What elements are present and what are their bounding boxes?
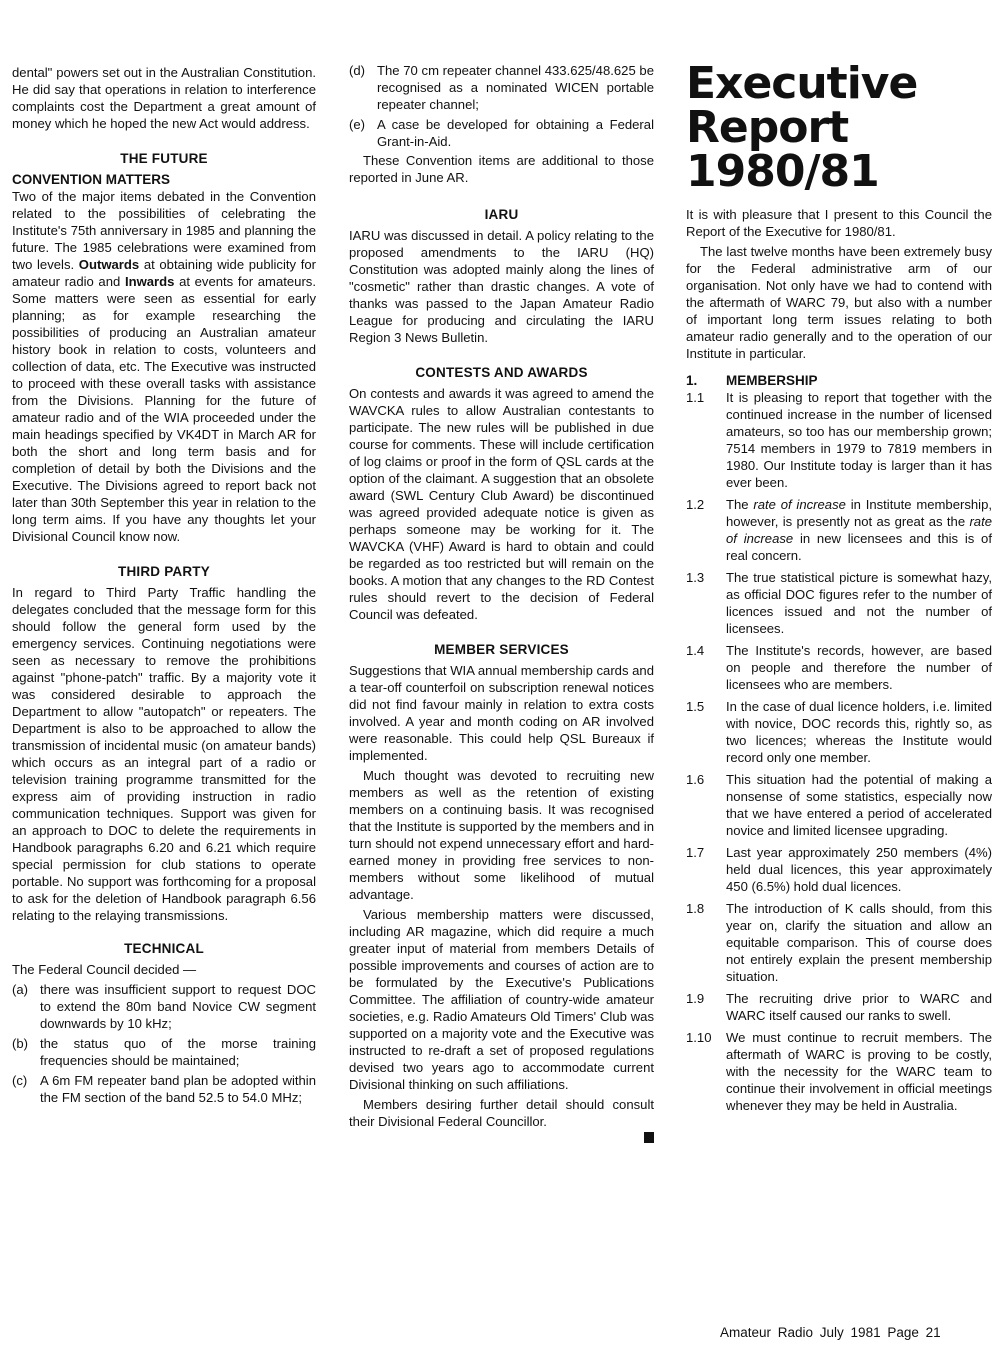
member-paragraph-3: Various membership matters were discussed, including AR magazine, which did require a much greater input of material from members Details of possible improvements and courses of action are to be formulated by the Executive's Publications Committee. The affiliation of country-wide amateur societies, e.g. Radio Amateurs Old Timers' Club was supported on a majority vote and the Executive was instructed to re-draft a set of proposed regulations devised two years ago to accommodate current Divisional thinking on such affiliations. <box>349 907 654 1092</box>
third-party-paragraph: In regard to Third Party Traffic handling the delegates concluded that the message form for this should follow the general form used by the emergency services. Continuing negotiations were seen as necessary to remove the prohibitions against "phone-patch" traffic. By a majority vote it was considered desirable to approach the Department to allow "autopatch" or repeaters. The Department is also to be approached to allow the transmission of incidental music (on amateur bands) which occurs as an integral part of a radio or television training programme transmitted for the express aim of providing instruction in radio communication techniques. Support was given for an approach to DOC to delete the requirements in Handbook paragraphs 6.20 and 6.21 which require special permission for club stations to operate portable. No support was forthcoming for a proposal to ask for the deletion of Handbook paragraph 6.56 relating to the relaying transmissions. <box>12 585 316 923</box>
membership-item-1-6: 1.6 This situation had the potential of making a nonsense of some statistics, especially now that we have entered a period of accelerated novice and limited licensee upgrading. <box>686 772 992 838</box>
membership-item-1-2: 1.2 The rate of increase in Institute membership, however, is presently not as great as the rate of increase in new licensees and this is of real concern. <box>686 497 993 563</box>
technical-item-d: (d) The 70 cm repeater channel 433.625/48.625 be recognised as a nominated WICEN portable repeater channel; <box>349 63 654 112</box>
report-title <box>686 58 996 197</box>
member-paragraph-2: Much thought was devoted to recruiting new members as well as the retention of existing members on a continuing basis. It was recognised that the Institute is supported by the members and in turn should not expend unnecessary effort and hard-earned money in providing free services to non-members without some likelihood of mutual advantage. <box>349 768 654 902</box>
heading-membership: 1. MEMBERSHIP <box>686 373 818 388</box>
convention-paragraph: Two of the major items debated in the Convention related to the possibilities of celebrating the Institute's 75th anniversary in 1985 and planning the future. The 1985 celebrations were examined from two levels. Outwards at obtaining wide publicity for amateur radio and Inwards at events for amateurs. Some matters were seen as essential for early planning; as for example researching the possibilities of producing an Australian amateur history book in relation to costs, volunteers and collection of data, etc. The Executive was instructed to proceed with these overall tasks with assistance from the Divisions. Planning for the future of amateur radio and of the WIA proceeded under the main headings specified by VK4DT in March AR for both the short and long term basis and for completion of detail by both the Divisions and the Executive. The Divisions agreed to report back not later than 30th September this year in relation to the long term aims. If you have any thoughts let your Divisional Council know now. <box>12 189 317 544</box>
membership-item-1-9: 1.9 The recruiting drive prior to WARC and WARC itself caused our ranks to swell. <box>686 991 992 1023</box>
technical-item-a: (a) there was insufficient support to request DOC to extend the 80m band Novice CW segment downwards by 10 kHz; <box>12 982 316 1031</box>
membership-item-1-10: 1.10 We must continue to recruit members. The aftermath of WARC is proving to be costly, with the necessity for the WARC team to continue their involvement in official meetings whenever they may be held in Australia. <box>686 1030 992 1113</box>
column-2 <box>349 62 654 1143</box>
membership-item-1-3: 1.3 The true statistical picture is somewhat hazy, as official DOC figures refer to the number of licences issued and not the number of licensees. <box>686 570 992 636</box>
membership-item-1-4: 1.4 The Institute's records, however, are based on people and therefore the number of licensees who are members. <box>686 643 992 692</box>
report-intro-1: It is with pleasure that I present to this Council the Report of the Executive for 1980/81. <box>686 207 992 239</box>
heading-contests-awards: CONTESTS AND AWARDS <box>415 365 588 380</box>
heading-third-party: THIRD PARTY <box>118 564 210 579</box>
heading-iaru: IARU <box>484 207 519 222</box>
inwards-term: Inwards <box>124 274 175 289</box>
column-1 <box>12 64 316 1106</box>
technical-item-e: (e) A case be developed for obtaining a Federal Grant-in-Aid. <box>349 117 654 149</box>
technical-intro: The Federal Council decided — <box>12 962 197 977</box>
outwards-term: Outwards <box>78 257 140 272</box>
technical-item-b: (b) the status quo of the morse training frequencies should be maintained; <box>12 1036 316 1068</box>
heading-convention-matters: CONVENTION MATTERS <box>12 172 170 187</box>
heading-the-future: THE FUTURE <box>120 151 208 166</box>
end-of-article-mark <box>644 1132 654 1143</box>
report-intro-2: The last twelve months have been extremely busy for the Federal administrative arm of our organisation. Not only have we had to contend with the aftermath of WARC 79, but also with a number of important long term issues relating to both amateur radio generally and to the operation of our Institute in particular. <box>686 244 992 361</box>
heading-member-services: MEMBER SERVICES <box>434 642 569 657</box>
convention-note: These Convention items are additional to those reported in June AR. <box>349 153 654 185</box>
column-3 <box>686 206 992 1114</box>
title-line-2: Report <box>686 102 849 153</box>
page-footer: Amateur Radio July 1981 Page 21 <box>720 1325 941 1340</box>
intro-paragraph: dental" powers set out in the Australian Constitution. He did say that operations in relation to interference complaints cost the Department a great amount of money which he hoped the new Act would address. <box>12 65 316 131</box>
title-line-3: 1980/81 <box>686 146 879 197</box>
heading-technical: TECHNICAL <box>124 941 204 956</box>
title-line-1: Executive <box>686 58 918 109</box>
membership-item-1-7: 1.7 Last year approximately 250 members (4%) held dual licences, this year approximately 450 (6.5%) hold dual licences. <box>686 845 992 894</box>
membership-item-1-1: 1.1 It is pleasing to report that together with the continued increase in the number of licensed amateurs, so too has our membership grown; 7514 members in 1979 to 7819 members in 1980. Our Institute today is larger than it has ever been. <box>686 390 992 490</box>
iaru-paragraph: IARU was discussed in detail. A policy relating to the proposed amendments to the IARU (HQ) Constitution was adopted mainly along the lines of "cosmetic" rather than drastic changes. A vote of thanks was passed to the Japan Amateur Radio League for producing and circulating the IARU Region 3 News Bulletin. <box>349 228 654 345</box>
membership-item-1-5: 1.5 In the case of dual licence holders, i.e. limited with novice, DOC records this, rightly so, as two licences; whereas the Institute would record only one member. <box>686 699 992 765</box>
member-paragraph-1: Suggestions that WIA annual membership cards and a tear-off counterfoil on subscription renewal notices did not find favour mainly in relation to extra costs involved. A year and month coding on AR involved were reasonable. This could help QSL Bureaux if implemented. <box>349 663 654 763</box>
membership-item-1-8: 1.8 The introduction of K calls should, from this year on, clarify the situation and allow an equitable comparison. This of course does not entirely explain the present membership situation. <box>686 901 992 984</box>
technical-item-c: (c) A 6m FM repeater band plan be adopted within the FM section of the band 52.5 to 54.0 MHz; <box>12 1073 316 1105</box>
contests-paragraph: On contests and awards it was agreed to amend the WAVCKA rules to allow Australian contestants to participate. The new rules will be published in due course for comments. These will include certification of log claims or proof in the form of QSL cards at the option of the claimant. A suggestion that an obsolete award (SWL Century Club Award) be discontinued was agreed provided adequate notice is given as perhaps someone may be working for it. The WAVCKA (VHF) Award is hard to obtain and could be regarded as too restricted but will remain on the books. A motion that any changes to the RD Contest rules should revert to the decision of Federal Council was defeated. <box>349 386 654 622</box>
member-paragraph-4: Members desiring further detail should consult their Divisional Federal Councillor. <box>349 1097 654 1129</box>
